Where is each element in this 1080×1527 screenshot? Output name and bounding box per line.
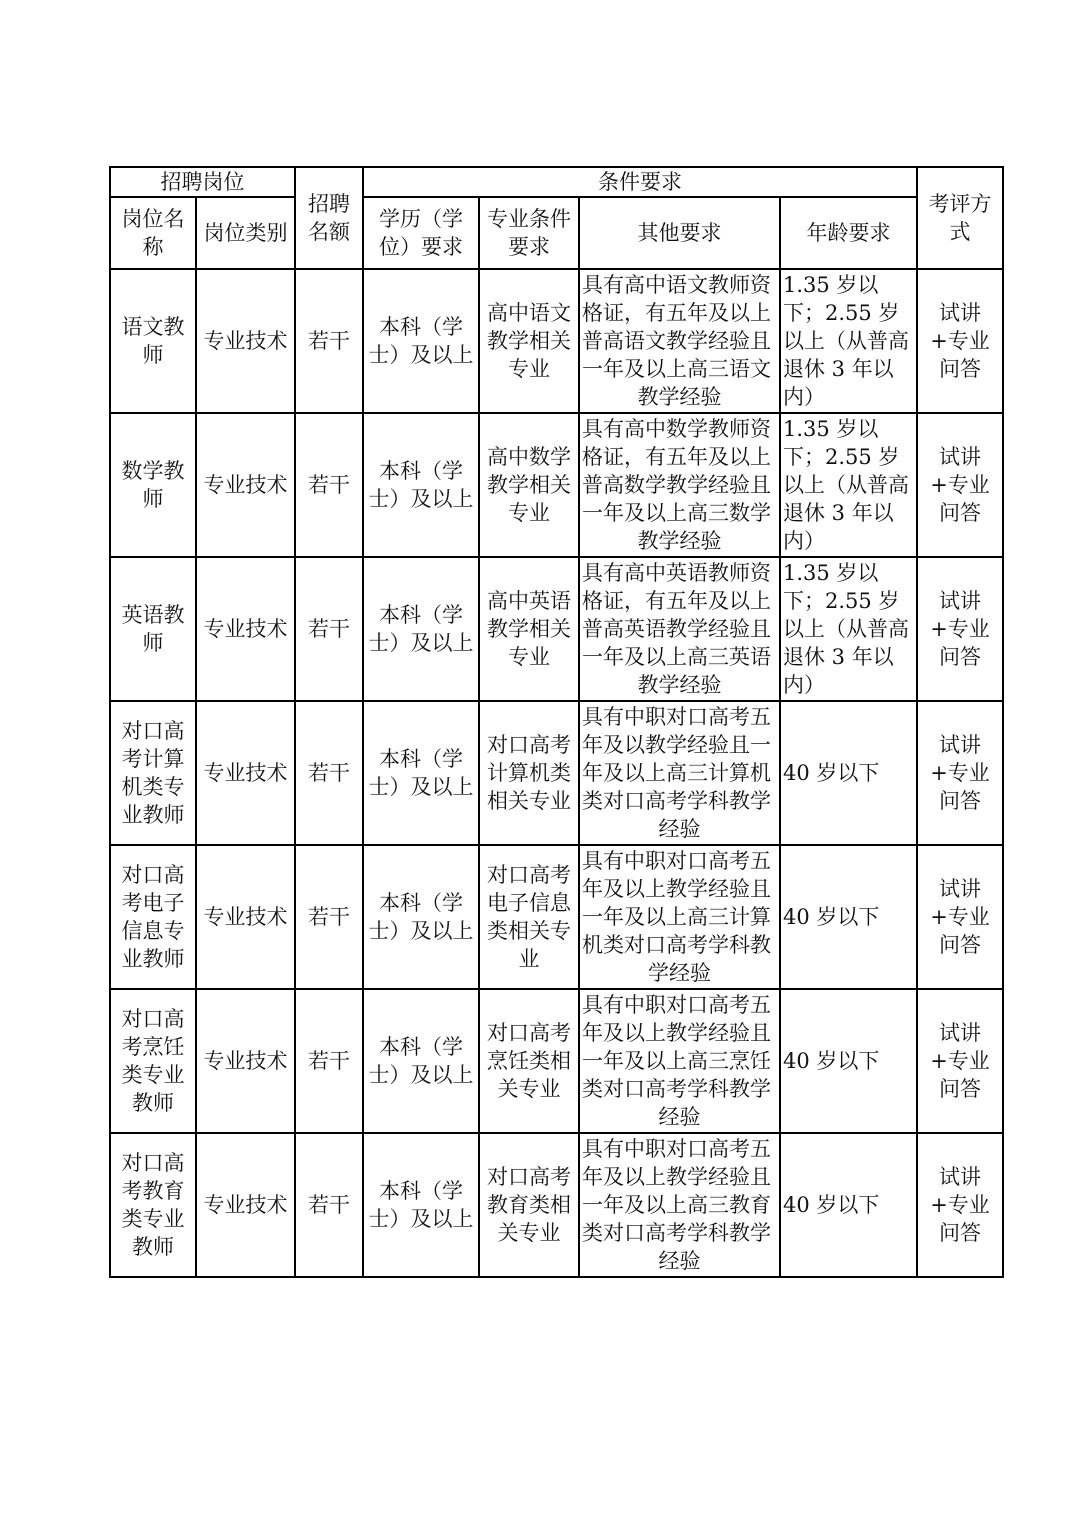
cell-education: 本科（学士）及以上 (363, 845, 479, 989)
cell-assessment: 试讲+专业问答 (917, 701, 1003, 845)
cell-major: 高中数学教学相关专业 (479, 413, 579, 557)
cell-major: 高中语文教学相关专业 (479, 269, 579, 413)
cell-other: 具有高中语文教师资格证，有五年及以上普高语文教学经验且一年及以上高三语文教学经验 (579, 269, 780, 413)
cell-education: 本科（学士）及以上 (363, 557, 479, 701)
cell-age: 40 岁以下 (780, 1133, 917, 1277)
cell-position-name: 数学教师 (110, 413, 196, 557)
recruitment-table (109, 166, 1004, 1278)
cell-age: 1.35 岁以下；2.55 岁以上（从普高退休 3 年以内） (780, 413, 917, 557)
cell-assessment: 试讲+专业问答 (917, 1133, 1003, 1277)
header-conditions-group: 条件要求 (363, 167, 917, 197)
cell-quota: 若干 (295, 1133, 363, 1277)
cell-position-type: 专业技术 (196, 701, 295, 845)
header-age: 年龄要求 (780, 197, 917, 269)
cell-position-name: 语文教师 (110, 269, 196, 413)
table-row (110, 845, 1003, 989)
cell-education: 本科（学士）及以上 (363, 989, 479, 1133)
cell-quota: 若干 (295, 413, 363, 557)
cell-age: 1.35 岁以下；2.55 岁以上（从普高退休 3 年以内） (780, 557, 917, 701)
cell-other: 具有中职对口高考五年及以上教学经验且一年及以上高三教育类对口高考学科教学经验 (579, 1133, 780, 1277)
cell-age: 1.35 岁以下；2.55 岁以上（从普高退休 3 年以内） (780, 269, 917, 413)
cell-major: 对口高考教育类相关专业 (479, 1133, 579, 1277)
cell-quota: 若干 (295, 989, 363, 1133)
header-row-1 (110, 167, 1003, 197)
cell-major: 对口高考烹饪类相关专业 (479, 989, 579, 1133)
cell-position-type: 专业技术 (196, 989, 295, 1133)
header-education: 学历（学位）要求 (363, 197, 479, 269)
cell-position-type: 专业技术 (196, 269, 295, 413)
header-assessment: 考评方式 (917, 167, 1003, 269)
cell-age: 40 岁以下 (780, 701, 917, 845)
cell-assessment: 试讲+专业问答 (917, 989, 1003, 1133)
cell-other: 具有中职对口高考五年及以教学经验且一年及以上高三计算机类对口高考学科教学经验 (579, 701, 780, 845)
cell-position-type: 专业技术 (196, 557, 295, 701)
cell-age: 40 岁以下 (780, 845, 917, 989)
cell-assessment: 试讲+专业问答 (917, 269, 1003, 413)
cell-position-name: 对口高考教育类专业教师 (110, 1133, 196, 1277)
cell-position-type: 专业技术 (196, 1133, 295, 1277)
cell-assessment: 试讲+专业问答 (917, 557, 1003, 701)
header-major: 专业条件要求 (479, 197, 579, 269)
table-row (110, 701, 1003, 845)
cell-assessment: 试讲+专业问答 (917, 845, 1003, 989)
cell-quota: 若干 (295, 557, 363, 701)
header-position-group: 招聘岗位 (110, 167, 295, 197)
cell-position-name: 英语教师 (110, 557, 196, 701)
header-other: 其他要求 (579, 197, 780, 269)
cell-other: 具有高中数学教师资格证，有五年及以上普高数学教学经验且一年及以上高三数学教学经验 (579, 413, 780, 557)
cell-other: 具有中职对口高考五年及以上教学经验且一年及以上高三计算机类对口高考学科教学经验 (579, 845, 780, 989)
cell-other: 具有中职对口高考五年及以上教学经验且一年及以上高三烹饪类对口高考学科教学经验 (579, 989, 780, 1133)
table-row (110, 269, 1003, 413)
cell-assessment: 试讲+专业问答 (917, 413, 1003, 557)
cell-major: 对口高考计算机类相关专业 (479, 701, 579, 845)
header-quota: 招聘名额 (295, 167, 363, 269)
cell-education: 本科（学士）及以上 (363, 269, 479, 413)
cell-position-type: 专业技术 (196, 845, 295, 989)
cell-major: 对口高考电子信息类相关专业 (479, 845, 579, 989)
table-row (110, 989, 1003, 1133)
cell-education: 本科（学士）及以上 (363, 701, 479, 845)
table-row (110, 413, 1003, 557)
cell-major: 高中英语教学相关专业 (479, 557, 579, 701)
cell-quota: 若干 (295, 845, 363, 989)
cell-other: 具有高中英语教师资格证，有五年及以上普高英语教学经验且一年及以上高三英语教学经验 (579, 557, 780, 701)
cell-education: 本科（学士）及以上 (363, 1133, 479, 1277)
table-row (110, 557, 1003, 701)
table-row (110, 1133, 1003, 1277)
cell-age: 40 岁以下 (780, 989, 917, 1133)
header-position-name: 岗位名称 (110, 197, 196, 269)
cell-quota: 若干 (295, 269, 363, 413)
cell-education: 本科（学士）及以上 (363, 413, 479, 557)
cell-position-name: 对口高考烹饪类专业教师 (110, 989, 196, 1133)
header-position-type: 岗位类别 (196, 197, 295, 269)
cell-position-type: 专业技术 (196, 413, 295, 557)
cell-position-name: 对口高考计算机类专业教师 (110, 701, 196, 845)
cell-position-name: 对口高考电子信息专业教师 (110, 845, 196, 989)
cell-quota: 若干 (295, 701, 363, 845)
header-row-2 (110, 197, 1003, 269)
